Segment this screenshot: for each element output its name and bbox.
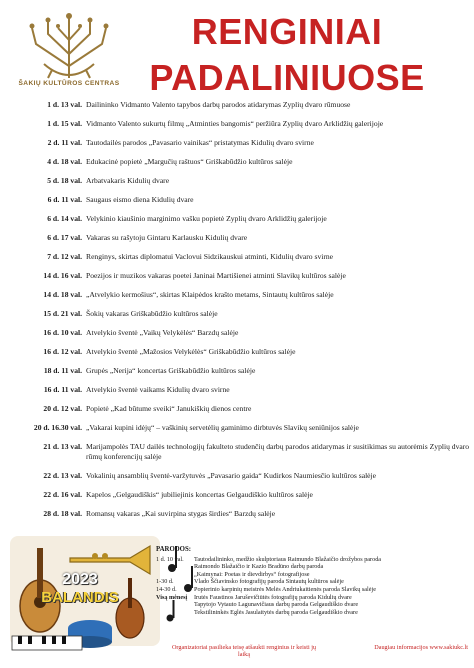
event-description: Saugaus eismo diena Kidulių dvare [86,195,194,204]
event-date: 20 d. 16.30 val. [33,423,82,432]
event-description: Poezijos ir muzikos vakaras poetei Janinai Martišienei atminti Slavikų kultūros salėje [86,271,346,280]
event-item [30,195,470,205]
event-item [30,404,470,414]
event-date: 16 d. 10 val. [43,328,82,337]
event-item [30,442,470,462]
event-description: Dailininko Vidmanto Valento tapybos darbų parodos atidarymas Zyplių dvaro rūmuose [86,100,351,109]
exhibition-item [156,594,466,602]
event-date: 5 d. 18 val. [47,176,82,185]
event-description: Marijampolės TAU dailės technologijų fakulteto studenčių darbų parodos atidarymas ir susitikimas su autorėmis Zyplių dvaro rūmų konferencijų salėje [86,442,470,461]
event-date: 15 d. 21 val. [43,309,82,318]
event-item [30,490,470,500]
event-item [30,271,470,281]
exhibitions-title: PARODOS: [156,546,191,553]
event-description: Kapelos „Gelgaudiškis“ jubiliejinis koncertas Gelgaudiškio kultūros salėje [86,490,313,499]
exhibition-text: Popierinio karpinių meistrės Melės Andriukaitienės paroda Slavikų salėje [194,585,376,593]
event-description: Arbatvakaris Kidulių dvare [86,176,170,185]
event-date: 6 d. 17 val. [47,233,82,242]
event-item [30,100,470,110]
event-date: 1 d. 13 val. [47,100,82,109]
event-item [30,471,470,481]
event-date: 18 d. 11 val. [43,366,82,375]
event-item [30,252,470,262]
event-description: Romansų vakaras „Kai suvirpina stygas širdies“ Barzdų salėje [86,509,276,518]
event-date: 6 d. 14 val. [47,214,82,223]
event-item [30,366,470,376]
event-date: 20 d. 12 val. [43,404,82,413]
event-date: 21 d. 13 val. [43,442,82,451]
event-date: 6 d. 11 val. [47,195,82,204]
exhibition-date: Visą mėnesį [156,593,188,601]
event-item [30,347,470,357]
event-item [30,309,470,319]
page-title-line1: RENGINIAI [191,11,383,52]
piano-keys-icon [12,636,82,650]
event-description: Vidmanto Valento sukurtų filmų „Atminties bangomis“ peržiūra Zyplių dvaro Arklidžių galerijoje [86,119,384,128]
event-date: 22 d. 16 val. [43,490,82,499]
footer-disclaimer: Organizatoriai pasilieka teisę atšaukti renginius ir keisti jų laiką [171,644,317,658]
event-date: 2 d. 11 val. [47,138,82,147]
event-date: 7 d. 12 val. [47,252,82,261]
event-description: Vokalinių ansamblių šventė-varžytuvės „Pavasario gaida“ Kudirkos Naumiesčio kultūros salėje [86,471,377,480]
event-description: „Atvelykio kermošius“, skirtas Klaipėdos krašto metams, Sintautų kultūros salėje [86,290,334,299]
event-description: Velykinio kiaušinio marginimo vašku popietė Zyplių dvaro Arklidžių galerijoje [86,214,327,223]
exhibition-item [156,578,466,586]
exhibition-text: Tautodailininko, medžio skulptoriaus Raimundo Blažaičio drožybos paroda [194,555,382,563]
event-description: Tautodailės parodos „Pavasario vainikas“ pristatymas Kidulių dvaro svirne [86,138,314,147]
event-item [30,214,470,224]
event-date: 1 d. 15 val. [47,119,82,128]
event-date: 4 d. 18 val. [47,157,82,166]
exhibition-date: 1 d. 10 val. [156,555,184,563]
event-date: 16 d. 11 val. [43,385,82,394]
event-date: 14 d. 18 val. [43,290,82,299]
event-description: Renginys, skirtas diplomatui Vaclovui Sidzikauskui atminti, Kidulių dvaro svirne [86,252,334,261]
event-description: Grupės „Nerija“ koncertas Griškabūdžio kultūros salėje [86,366,256,375]
exhibition-text: Raimondo Blažaičio ir Kazio Bradūno darbų paroda [194,563,324,571]
exhibition-text: „Kaimynai: Poetas ir dievdirbys“ fotografijose [194,570,310,578]
event-item [30,385,470,395]
page-title-line2: PADALINIUOSE [149,57,425,98]
event-description: Popietė „Kad būtume sveiki“ Janukiškių dienos centre [86,404,252,413]
event-date: 28 d. 18 val. [43,509,82,518]
event-item [30,290,470,300]
event-item [30,157,470,167]
event-item [30,328,470,338]
event-description: Šokių vakaras Griškabūdžio kultūros salėje [86,309,218,318]
event-description: Edukacinė popietė „Margučių raštuos“ Griškabūdžio kultūros salėje [86,157,293,166]
logo-text: ŠAKIŲ KULTŪROS CENTRAS [18,80,120,87]
event-item [30,509,470,519]
event-date: 16 d. 12 val. [43,347,82,356]
exhibition-text: Tapytojo Vytauto Lagunavičiaus darbų paroda Gelgaudiškio dvare [194,601,359,609]
exhibition-text: Tekstilininkės Eglės Jasulaitytės darbų paroda Gelgaudiškio dvare [194,608,358,616]
year-label: 2023 [62,571,98,588]
exhibition-date: 1-30 d. [156,578,174,586]
event-description: Atvelykio šventė „Mažosios Velykėlės“ Griškabūdžio kultūros salėje [86,347,296,356]
event-date: 14 d. 16 val. [43,271,82,280]
exhibition-text: Vlado Ščiavinsko fotografijų paroda Sintautų kultūros salėje [194,578,344,586]
event-item [30,423,470,433]
event-item [30,119,470,129]
sakiu-kulturos-centras-logo [8,4,130,102]
event-description: Atvelykio šventė „Vaikų Velykėlės“ Barzdų salėje [86,328,239,337]
event-date: 22 d. 13 val. [43,471,82,480]
month-label: BALANDIS [41,589,119,606]
event-description: Atvelykio šventė vaikams Kidulių dvaro svirne [86,385,230,394]
exhibition-item [156,586,466,594]
event-item [30,233,470,243]
event-description: Vakaras su rašytoju Gintaru Karlausku Kidulių dvare [86,233,248,242]
event-item [30,138,470,148]
event-description: „Vakarai kupini idėjų“ – vaškinių servetėlių gaminimo dirbtuvės Slavikų seniūnijos salėje [86,423,359,432]
footer-website[interactable]: Daugiau informacijos www.sakiukc.lt [374,644,468,651]
exhibition-date: 14-30 d. [156,585,177,593]
exhibition-text: Irutės Faustinos Jaruševičiūtės fotografijų paroda Kidulių dvare [194,593,352,601]
exhibition-item [156,556,466,564]
event-item [30,176,470,186]
exhibitions-section [156,546,466,616]
events-list [30,100,470,519]
